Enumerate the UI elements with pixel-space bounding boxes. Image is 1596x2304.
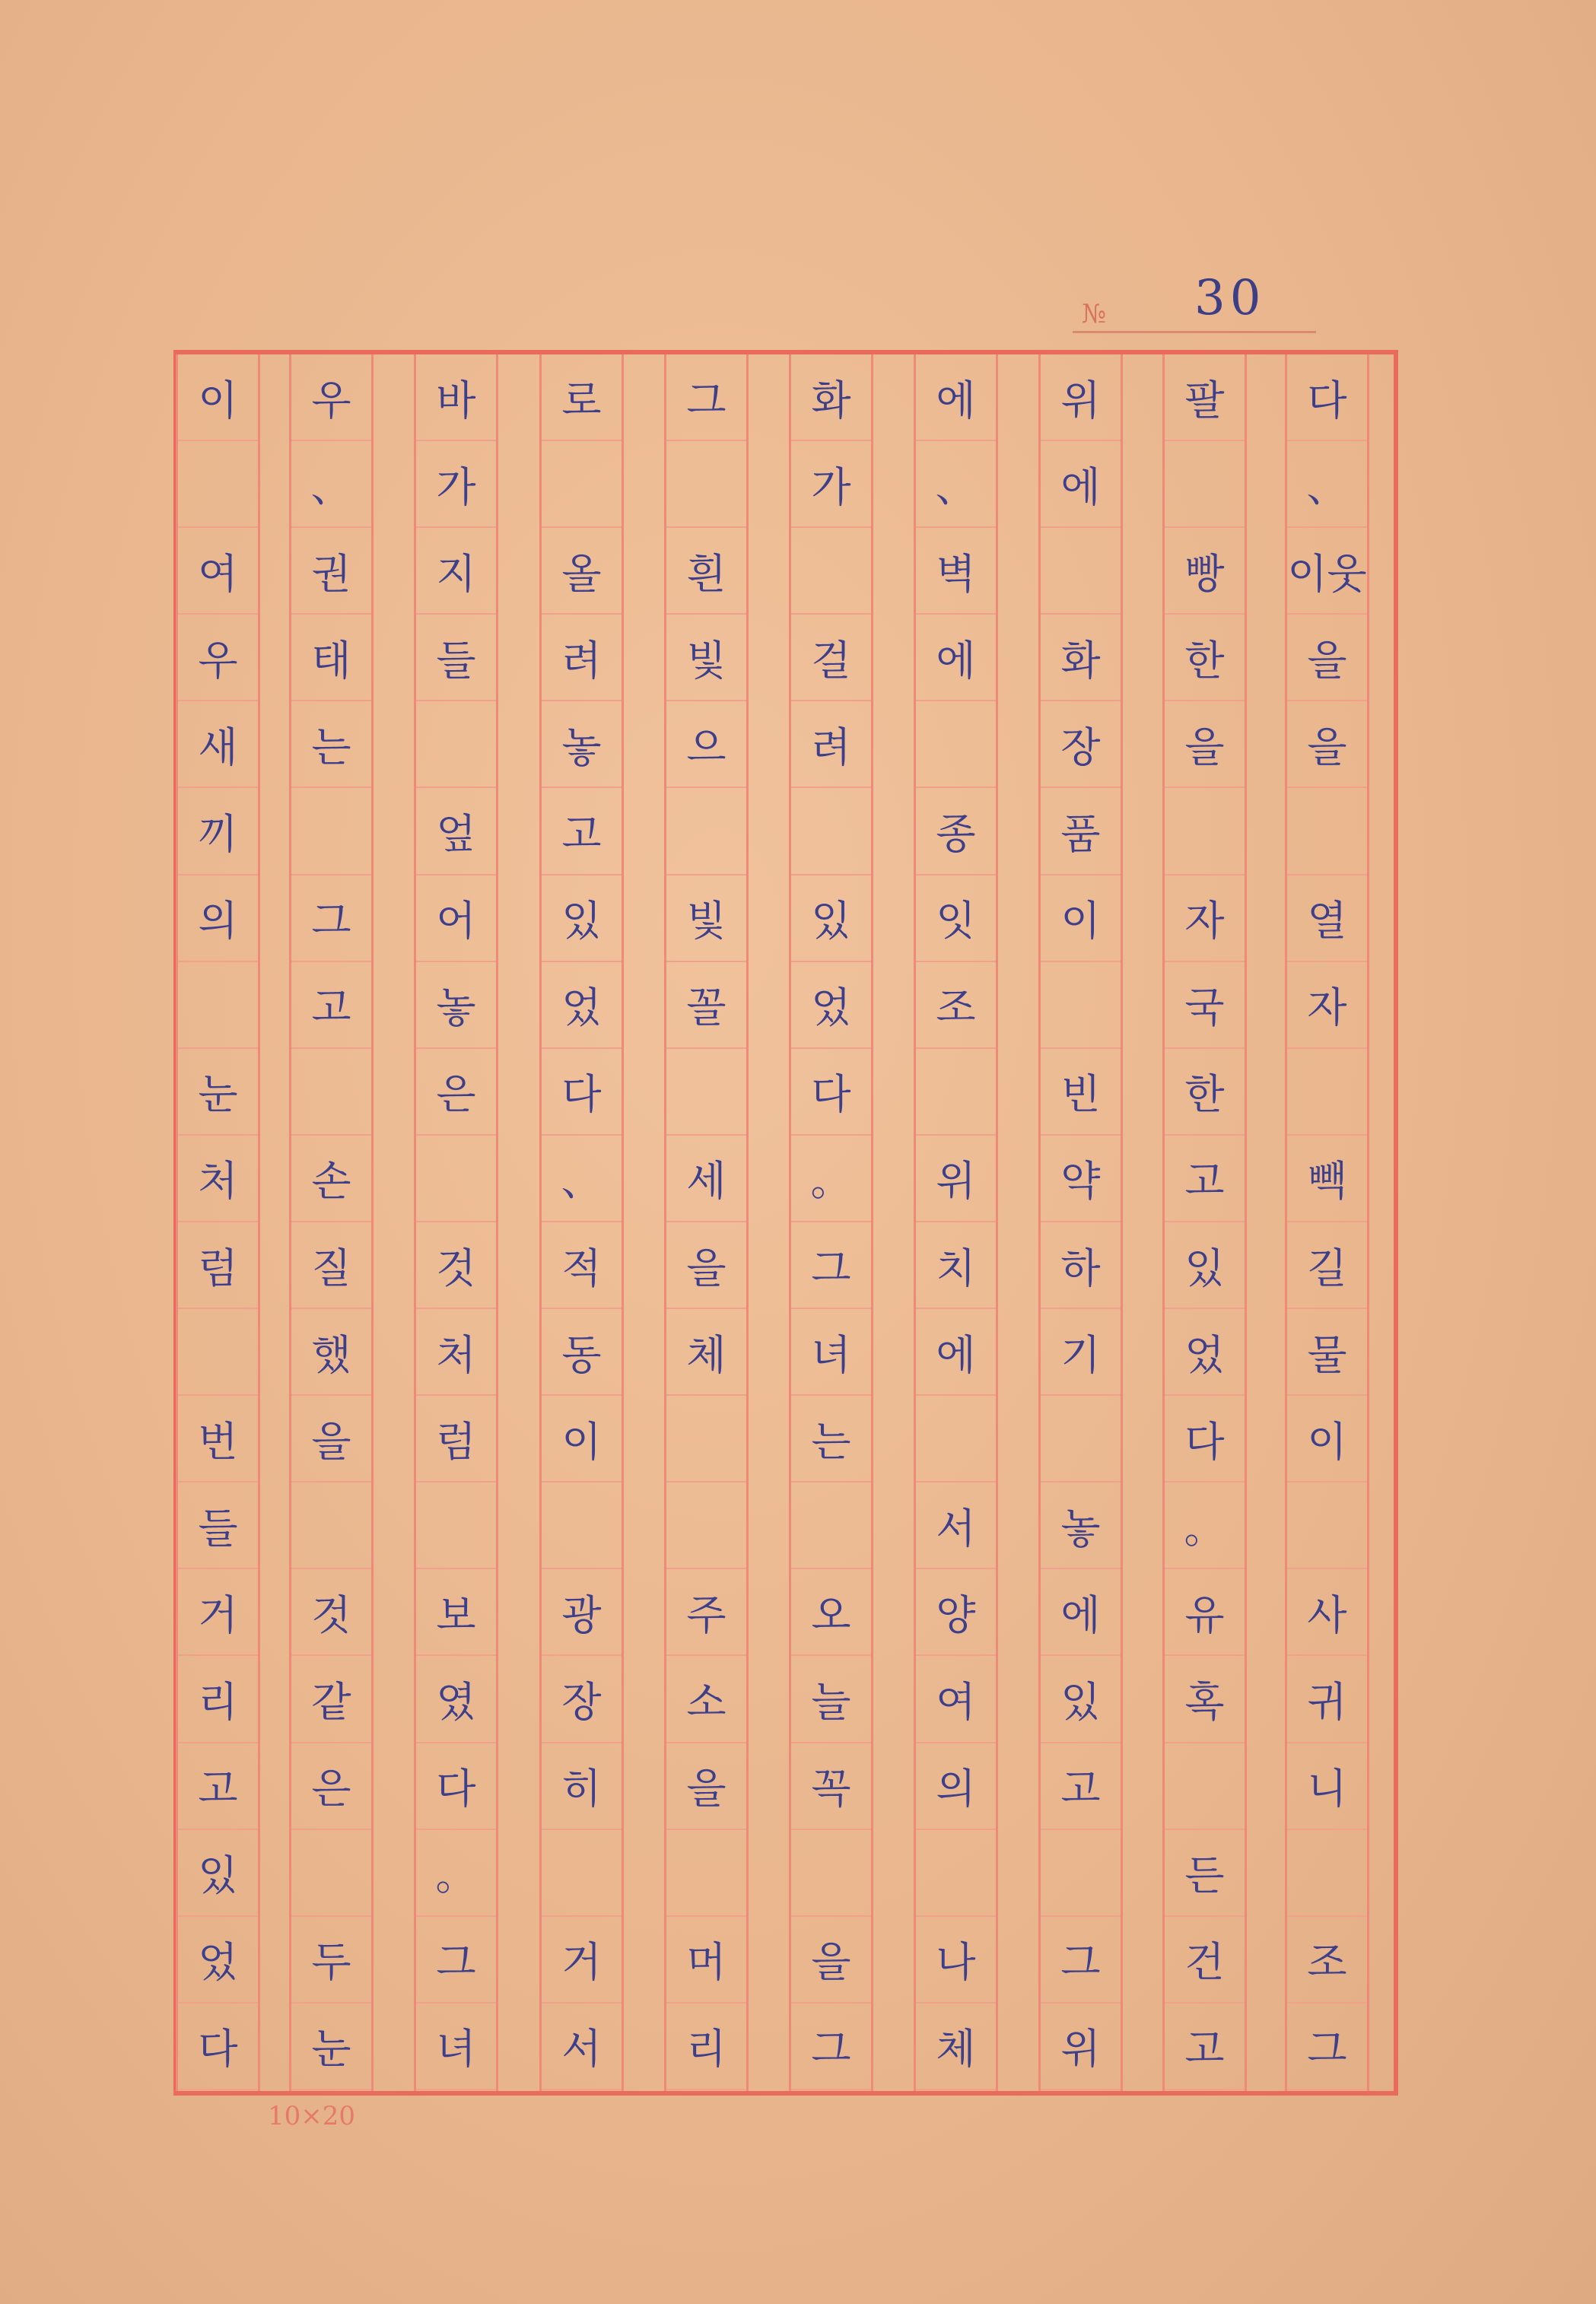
- grid-cell: 올: [542, 528, 622, 615]
- grid-cell: 에: [1041, 1569, 1121, 1656]
- grid-cell: 리: [666, 2004, 746, 2090]
- grid-cell: 처: [178, 1136, 258, 1222]
- grid-cell: 어: [416, 876, 496, 962]
- grid-cell: [1287, 1483, 1367, 1569]
- grid-cell: 질: [291, 1222, 371, 1309]
- grid-cell: 것: [416, 1222, 496, 1309]
- grid-cell: 권: [291, 528, 371, 615]
- grid-cell: 한: [1165, 1049, 1245, 1136]
- grid-cell: [1165, 441, 1245, 528]
- grid-cell: 에: [916, 615, 996, 701]
- grid-cell: [1287, 1830, 1367, 1917]
- grid-column: [789, 350, 873, 2096]
- grid-cell: 꼴: [666, 962, 746, 1049]
- grid-cell: 로: [542, 354, 622, 441]
- grid-cell: [416, 1136, 496, 1222]
- grid-cell: 처: [416, 1309, 496, 1396]
- grid-column: [1162, 350, 1247, 2096]
- grid-cell: 을: [1287, 615, 1367, 701]
- grid-cell: 국: [1165, 962, 1245, 1049]
- grid-cell: 。: [791, 1136, 871, 1222]
- grid-cell: 동: [542, 1309, 622, 1396]
- grid-cell: 우: [291, 354, 371, 441]
- grid-cell: 치: [916, 1222, 996, 1309]
- grid-column: [914, 350, 998, 2096]
- grid-cell: 고: [1165, 1136, 1245, 1222]
- page-number-underline: [1073, 331, 1316, 333]
- grid-cell: 이웃: [1287, 528, 1367, 615]
- grid-cell: 빈: [1041, 1049, 1121, 1136]
- grid-cell: 그: [291, 876, 371, 962]
- grid-cell: 서: [916, 1483, 996, 1569]
- grid-column-rule: [1038, 354, 1123, 2091]
- grid-cell: 에: [916, 1309, 996, 1396]
- grid-column: [539, 350, 624, 2096]
- grid-cell: 였: [416, 1657, 496, 1743]
- grid-cell: 종: [916, 789, 996, 876]
- grid-column: [289, 350, 374, 2096]
- grid-cell: 보: [416, 1569, 496, 1656]
- grid-cell: 사: [1287, 1569, 1367, 1656]
- grid-cell: [666, 441, 746, 528]
- grid-cell: [916, 1396, 996, 1483]
- grid-cell: 양: [916, 1569, 996, 1656]
- grid-cell: [178, 441, 258, 528]
- grid-cell: 고: [1165, 2004, 1245, 2090]
- grid-cell: [666, 789, 746, 876]
- grid-column-rule: [539, 354, 624, 2091]
- grid-cell: [1041, 962, 1121, 1049]
- grid-cell: 있: [1041, 1657, 1121, 1743]
- grid-cell: [791, 1483, 871, 1569]
- grid-cell: 약: [1041, 1136, 1121, 1222]
- grid-cell: [1041, 528, 1121, 615]
- grid-cell: 놓: [416, 962, 496, 1049]
- grid-cell: [542, 1483, 622, 1569]
- grid-cell: 는: [791, 1396, 871, 1483]
- grid-cell: [791, 528, 871, 615]
- grid-cell: 으: [666, 701, 746, 788]
- grid-cell: 었: [542, 962, 622, 1049]
- grid-cell: 늘: [791, 1657, 871, 1743]
- grid-cell: 있: [178, 1830, 258, 1917]
- grid-cell: 빵: [1165, 528, 1245, 615]
- grid-cell: 었: [178, 1917, 258, 2004]
- grid-cell: 체: [916, 2004, 996, 2090]
- grid-cell: [1287, 1049, 1367, 1136]
- grid-cell: 고: [542, 789, 622, 876]
- grid-cell: [416, 701, 496, 788]
- grid-cell: 다: [791, 1049, 871, 1136]
- grid-cell: 있: [1165, 1222, 1245, 1309]
- grid-cell: 번: [178, 1396, 258, 1483]
- grid-cell: [291, 789, 371, 876]
- grid-cell: 그: [1041, 1917, 1121, 2004]
- grid-column-rule: [414, 354, 498, 2091]
- grid-cell: [791, 1830, 871, 1917]
- grid-cell: 주: [666, 1569, 746, 1656]
- grid-cell: 려: [542, 615, 622, 701]
- grid-cell: 을: [1165, 701, 1245, 788]
- grid-cell: 우: [178, 615, 258, 701]
- grid-cell: 그: [791, 1222, 871, 1309]
- grid-cell: [1165, 789, 1245, 876]
- grid-cell: 길: [1287, 1222, 1367, 1309]
- grid-cell: [1041, 1396, 1121, 1483]
- grid-cell: [666, 1830, 746, 1917]
- grid-cell: [666, 1049, 746, 1136]
- grid-cell: 럼: [178, 1222, 258, 1309]
- grid-cell: 려: [791, 701, 871, 788]
- grid-cell: 고: [178, 1743, 258, 1830]
- grid-column-rule: [289, 354, 374, 2091]
- grid-cell: 、: [1287, 441, 1367, 528]
- grid-column-rule: [1285, 354, 1369, 2091]
- grid-cell: 여: [916, 1657, 996, 1743]
- grid-cell: 손: [291, 1136, 371, 1222]
- grid-column-rule: [914, 354, 998, 2091]
- grid-cell: 화: [791, 354, 871, 441]
- grid-cell: 소: [666, 1657, 746, 1743]
- grid-cell: 거: [542, 1917, 622, 2004]
- grid-cell: 같: [291, 1657, 371, 1743]
- grid-cell: 바: [416, 354, 496, 441]
- grid-cell: 위: [1041, 2004, 1121, 2090]
- grid-cell: 팔: [1165, 354, 1245, 441]
- grid-cell: 빛: [666, 615, 746, 701]
- grid-cell: 화: [1041, 615, 1121, 701]
- grid-cell: 들: [178, 1483, 258, 1569]
- grid-cell: 장: [542, 1657, 622, 1743]
- grid-cell: 자: [1165, 876, 1245, 962]
- grid-cell: 그: [416, 1917, 496, 2004]
- grid-cell: 。: [416, 1830, 496, 1917]
- grid-cell: 에: [916, 354, 996, 441]
- grid-cell: 빛: [666, 876, 746, 962]
- grid-cell: 자: [1287, 962, 1367, 1049]
- grid-cell: 있: [791, 876, 871, 962]
- grid-cell: 적: [542, 1222, 622, 1309]
- grid-cell: 빽: [1287, 1136, 1367, 1222]
- grid-cell: 다: [1287, 354, 1367, 441]
- page-number-prefix: №: [1082, 299, 1107, 329]
- grid-cell: 가: [416, 441, 496, 528]
- grid-column: [176, 350, 260, 2096]
- grid-cell: [416, 1483, 496, 1569]
- grid-cell: 、: [542, 1136, 622, 1222]
- grid-column-rule: [1162, 354, 1247, 2091]
- grid-cell: 위: [1041, 354, 1121, 441]
- grid-cell: 녀: [791, 1309, 871, 1396]
- grid-cell: 니: [1287, 1743, 1367, 1830]
- grid-cell: 、: [916, 441, 996, 528]
- grid-cell: [1287, 789, 1367, 876]
- grid-cell: 을: [291, 1396, 371, 1483]
- grid-cell: 오: [791, 1569, 871, 1656]
- grid-cell: 품: [1041, 789, 1121, 876]
- grid-cell: 거: [178, 1569, 258, 1656]
- grid-cell: 이: [1041, 876, 1121, 962]
- grid-cell: 여: [178, 528, 258, 615]
- grid-cell: 든: [1165, 1830, 1245, 1917]
- grid-cell: 다: [542, 1049, 622, 1136]
- grid-cell: 두: [291, 1917, 371, 2004]
- grid-cell: 끼: [178, 789, 258, 876]
- grid-column: [1285, 350, 1369, 2096]
- grid-cell: 새: [178, 701, 258, 788]
- grid-cell: [291, 1830, 371, 1917]
- grid-cell: 가: [791, 441, 871, 528]
- grid-cell: [291, 1483, 371, 1569]
- grid-column-rule: [176, 354, 260, 2091]
- grid-cell: 엎: [416, 789, 496, 876]
- manuscript-grid: [173, 350, 1398, 2096]
- grid-cell: 유: [1165, 1569, 1245, 1656]
- grid-cell: [542, 441, 622, 528]
- grid-cell: 고: [291, 962, 371, 1049]
- grid-cell: 는: [291, 701, 371, 788]
- grid-cell: 눈: [291, 2004, 371, 2090]
- grid-cell: [916, 701, 996, 788]
- grid-cell: [1165, 1743, 1245, 1830]
- page-number: [1073, 270, 1316, 338]
- grid-column-rule: [789, 354, 873, 2091]
- grid-cell: 장: [1041, 701, 1121, 788]
- grid-cell: 잇: [916, 876, 996, 962]
- grid-cell: 을: [666, 1743, 746, 1830]
- grid-cell: 서: [542, 2004, 622, 2090]
- page-number-value: 30: [1194, 270, 1266, 326]
- grid-cell: 의: [916, 1743, 996, 1830]
- grid-cell: 이: [178, 354, 258, 441]
- grid-cell: 었: [791, 962, 871, 1049]
- grid-cell: [916, 1830, 996, 1917]
- grid-cell: [1041, 1830, 1121, 1917]
- grid-cell: [666, 1483, 746, 1569]
- grid-cell: 귀: [1287, 1657, 1367, 1743]
- grid-cell: 、: [291, 441, 371, 528]
- grid-column: [664, 350, 749, 2096]
- grid-cell: 한: [1165, 615, 1245, 701]
- grid-cell: [666, 1396, 746, 1483]
- grid-cell: 꼭: [791, 1743, 871, 1830]
- grid-column: [1038, 350, 1123, 2096]
- grid-cell: 태: [291, 615, 371, 701]
- grid-cell: [791, 789, 871, 876]
- grid-cell: 은: [416, 1049, 496, 1136]
- grid-cell: 들: [416, 615, 496, 701]
- grid-cell: 에: [1041, 441, 1121, 528]
- grid-cell: 위: [916, 1136, 996, 1222]
- grid-cell: 물: [1287, 1309, 1367, 1396]
- grid-cell: 머: [666, 1917, 746, 2004]
- grid-cell: 의: [178, 876, 258, 962]
- grid-column: [414, 350, 498, 2096]
- grid-cell: 녀: [416, 2004, 496, 2090]
- grid-cell: 흰: [666, 528, 746, 615]
- grid-cell: 놓: [542, 701, 622, 788]
- grid-cell: 을: [1287, 701, 1367, 788]
- grid-cell: 은: [291, 1743, 371, 1830]
- grid-cell: 었: [1165, 1309, 1245, 1396]
- grid-cell: 했: [291, 1309, 371, 1396]
- grid-cell: 그: [791, 2004, 871, 2090]
- grid-cell: [178, 1309, 258, 1396]
- grid-cell: 고: [1041, 1743, 1121, 1830]
- grid-cell: 리: [178, 1657, 258, 1743]
- grid-cell: [916, 1049, 996, 1136]
- grid-cell: 걸: [791, 615, 871, 701]
- grid-cell: 놓: [1041, 1483, 1121, 1569]
- grid-cell: 건: [1165, 1917, 1245, 2004]
- grid-cell: [542, 1830, 622, 1917]
- grid-cell: 조: [916, 962, 996, 1049]
- grid-cell: 이: [542, 1396, 622, 1483]
- grid-cell: 조: [1287, 1917, 1367, 2004]
- grid-cell: 체: [666, 1309, 746, 1396]
- grid-cell: 벽: [916, 528, 996, 615]
- grid-cell: 열: [1287, 876, 1367, 962]
- grid-cell: [291, 1049, 371, 1136]
- grid-cell: 세: [666, 1136, 746, 1222]
- grid-cell: 럼: [416, 1396, 496, 1483]
- grid-cell: 하: [1041, 1222, 1121, 1309]
- grid-size-label: 10×20: [268, 2101, 356, 2131]
- grid-cell: 다: [1165, 1396, 1245, 1483]
- grid-cell: 을: [791, 1917, 871, 2004]
- grid-column-rule: [664, 354, 749, 2091]
- grid-cell: 다: [178, 2004, 258, 2090]
- grid-cell: 있: [542, 876, 622, 962]
- grid-cell: 。: [1165, 1483, 1245, 1569]
- grid-cell: 그: [666, 354, 746, 441]
- grid-cell: 히: [542, 1743, 622, 1830]
- grid-cell: [178, 962, 258, 1049]
- grid-cell: 다: [416, 1743, 496, 1830]
- grid-cell: 기: [1041, 1309, 1121, 1396]
- grid-cell: 혹: [1165, 1657, 1245, 1743]
- grid-cell: 눈: [178, 1049, 258, 1136]
- grid-cell: 그: [1287, 2004, 1367, 2090]
- grid-cell: 것: [291, 1569, 371, 1656]
- grid-cell: 을: [666, 1222, 746, 1309]
- grid-cell: 나: [916, 1917, 996, 2004]
- grid-cell: 광: [542, 1569, 622, 1656]
- grid-cell: 지: [416, 528, 496, 615]
- grid-cell: 이: [1287, 1396, 1367, 1483]
